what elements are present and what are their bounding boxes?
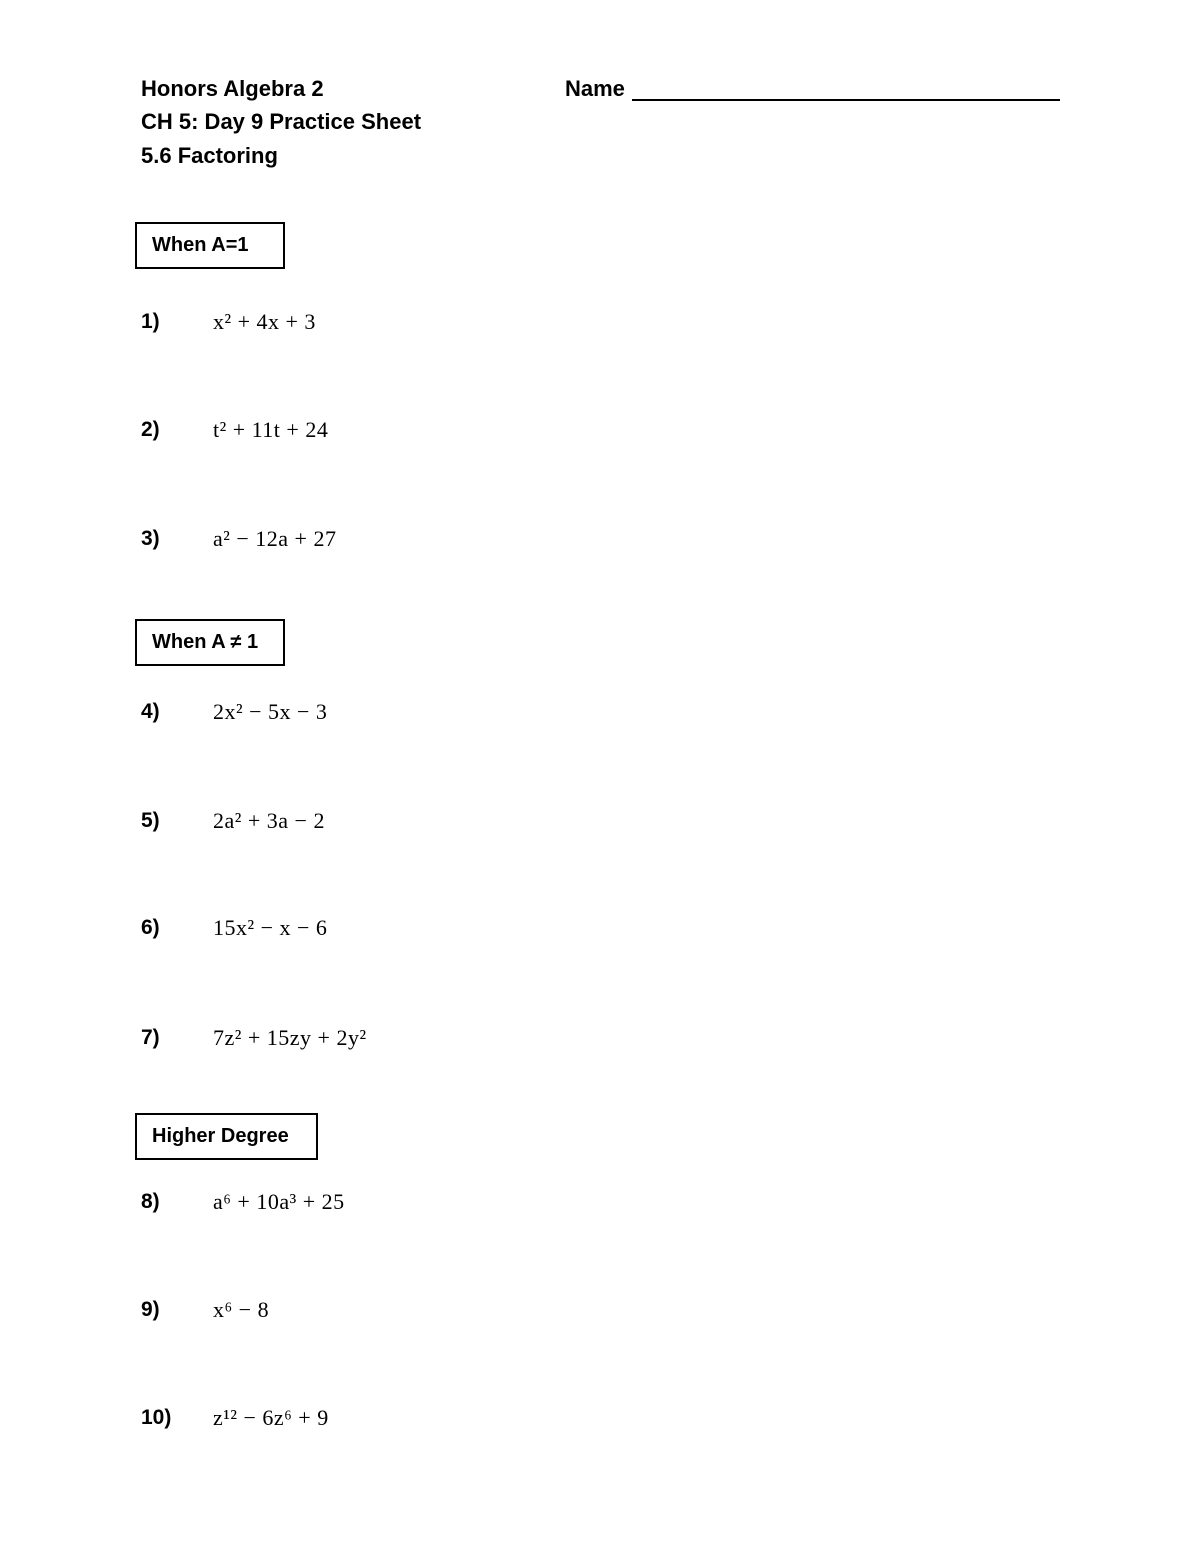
course-title: Honors Algebra 2 — [141, 76, 324, 101]
section-header-a-not-equal-1: When A ≠ 1 — [135, 619, 285, 666]
problem-item — [141, 524, 336, 554]
problem-expression: 2a² + 3a − 2 — [213, 808, 325, 833]
problem-expression: 15x² − x − 6 — [213, 915, 328, 940]
problem-expression: z¹² − 6z⁶ + 9 — [213, 1405, 329, 1430]
chapter-title: CH 5: Day 9 Practice Sheet — [141, 109, 422, 134]
problem-number: 2) — [141, 418, 160, 441]
problem-number: 7) — [141, 1026, 160, 1049]
problem-item — [141, 415, 328, 445]
problem-expression: x⁶ − 8 — [213, 1297, 270, 1322]
problem-item — [141, 1295, 269, 1325]
problem-item — [141, 1023, 367, 1053]
problem-expression: 7z² + 15zy + 2y² — [213, 1025, 367, 1050]
problem-item — [141, 307, 316, 337]
problem-expression: 2x² − 5x − 3 — [213, 699, 328, 724]
problem-number: 4) — [141, 700, 160, 723]
problem-item — [141, 1403, 329, 1433]
problem-item — [141, 697, 327, 727]
section-header-a-equals-1: When A=1 — [135, 222, 285, 269]
problem-expression: a² − 12a + 27 — [213, 526, 337, 551]
name-field[interactable] — [632, 99, 1060, 101]
problem-number: 1) — [141, 310, 160, 333]
topic-title: 5.6 Factoring — [141, 143, 278, 168]
problem-number: 10) — [141, 1406, 172, 1429]
problem-item — [141, 1187, 345, 1217]
section-header-higher-degree: Higher Degree — [135, 1113, 318, 1160]
problem-number: 5) — [141, 809, 160, 832]
name-label: Name — [565, 76, 625, 101]
problem-expression: t² + 11t + 24 — [213, 417, 329, 442]
problem-expression: x² + 4x + 3 — [213, 309, 316, 334]
problem-item — [141, 913, 327, 943]
problem-number: 9) — [141, 1298, 160, 1321]
problem-expression: a⁶ + 10a³ + 25 — [213, 1189, 345, 1214]
problem-item — [141, 806, 325, 836]
problem-number: 8) — [141, 1190, 160, 1213]
problem-number: 6) — [141, 916, 160, 939]
problem-number: 3) — [141, 527, 160, 550]
